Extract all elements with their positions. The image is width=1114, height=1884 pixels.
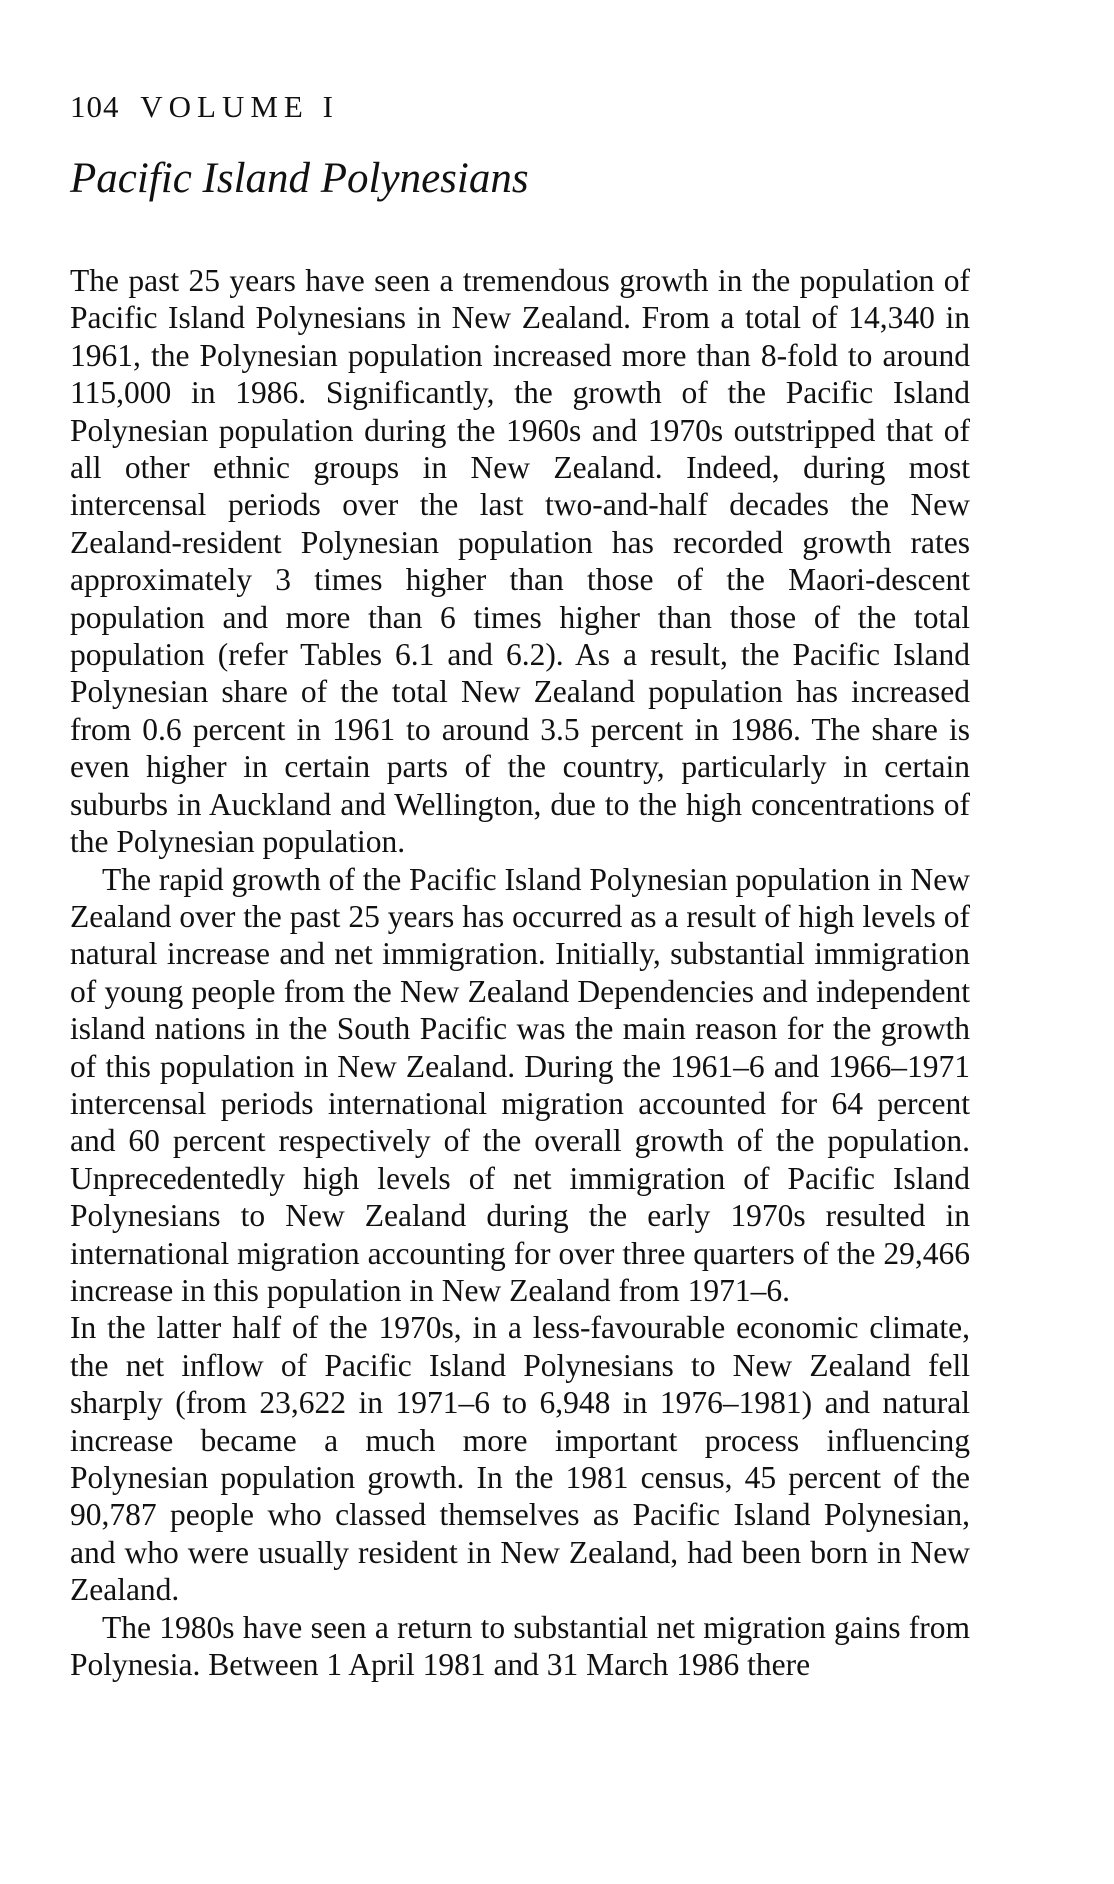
body-text [70, 262, 970, 1683]
running-header [70, 88, 970, 126]
paragraph-3: In the latter half of the 1970s, in a less-favourable economic climate, the net inflow of Pacific Island Polynesians to New Zealand fell sharply (from 23,622 in 1971–6 to 6,948 in 1976–1981) and natural increase became a much more important process influencing Polynesian population growth. In the 1981 census, 45 percent of the 90,787 people who classed themselves as Pacific Island Polynesian, and who were usually resident in New Zealand, had been born in New Zealand. [70, 1310, 970, 1608]
paragraph-2: The rapid growth of the Pacific Island Polynesian population in New Zealand over the past 25 years has occurred as a result of high levels of natural increase and net immigration. Initially, substantial immigration of young people from the New Zealand Dependencies and independent island nations in the South Pacific was the main reason for the growth of this population in New Zealand. During the 1961–6 and 1966–1971 intercensal periods international migration accounted for 64 percent and 60 percent respectively of the overall growth of the population. Unprecedentedly high levels of net immigration of Pacific Island Polynesians to New Zealand during the early 1970s resulted in international migration accounting for over three quarters of the 29,466 increase in this population in New Zealand from 1971–6. [70, 861, 970, 1308]
volume-label: VOLUME I [140, 89, 339, 124]
page-number: 104 [70, 89, 120, 124]
paragraph-1: The past 25 years have seen a tremendous growth in the population of Pacific Island Polynesians in New Zealand. From a total of 14,340 in 1961, the Polynesian population increased more than 8-fold to around 115,000 in 1986. Significantly, the growth of the Pacific Island Polynesian population during the 1960s and 1970s outstripped that of all other ethnic groups in New Zealand. Indeed, during most intercensal periods over the last two-and-half decades the New Zealand-resident Polynesian population has recorded growth rates approximately 3 times higher than those of the Maori-descent population and more than 6 times higher than those of the total population (refer Tables 6.1 and 6.2). As a result, the Pacific Island Polynesian share of the total New Zealand population has increased from 0.6 percent in 1961 to around 3.5 percent in 1986. The share is even higher in certain parts of the country, particularly in certain suburbs in Auckland and Wellington, due to the high concentrations of the Polynesian population. [70, 263, 970, 860]
paragraph-4: The 1980s have seen a return to substantial net migration gains from Polynesia. Between 1 April 1981 and 31 March 1986 there [70, 1609, 970, 1683]
document-page [70, 88, 970, 1683]
section-title: Pacific Island Polynesians [70, 155, 529, 202]
